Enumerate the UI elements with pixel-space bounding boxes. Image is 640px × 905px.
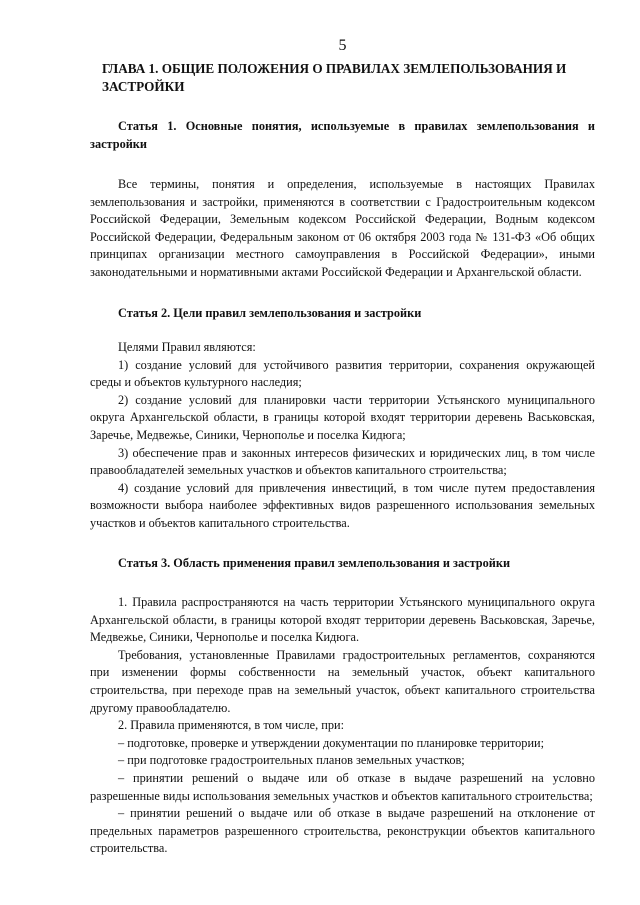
article-2-item: 4) создание условий для привлечения инвестиций, в том числе путем предоставления возможности выбора наиболее эффективных видов разрешенного использования земельных участков и объектов капитального строительства. [90,480,595,530]
article-3-list-item: – подготовке, проверке и утверждении документации по планировке территории; [118,735,545,750]
article-3-title: Статья 3. Область применения правил землепользования и застройки [118,555,511,570]
article-2-intro: Целями Правил являются: [118,340,256,355]
article-2-item: 2) создание условий для планировки части территории Устьянского муниципального округа Архангельской области, в границы которой входят территории деревень Васьковская, Заречье, Медвежье, Синики, Чернополье и поселка Кидюга; [90,392,595,443]
article-2-title: Статья 2. Цели правил землепользования и застройки [118,305,422,320]
chapter-title: ГЛАВА 1. ОБЩИЕ ПОЛОЖЕНИЯ О ПРАВИЛАХ ЗЕМЛЕПОЛЬЗОВАНИЯ И ЗАСТРОЙКИ [102,61,567,94]
article-3-paragraph-1: 1. Правила распространяются на часть территории Устьянского муниципального округа Архангельской области, в границы которой входят территории деревень Васьковская, Заречье, Медвежье, Синики, Чернополье и поселка Кидюга. [90,595,595,645]
article-3-list-item: – при подготовке градостроительных планов земельных участков; [118,753,465,768]
article-3-paragraph-2: Требования, установленные Правилами градостроительных регламентов, сохраняются при изменении формы собственности на земельный участок, объект капитального строительства, при переходе прав на земельный участок, объект капитального строительства другому правообладателю. [90,647,595,715]
article-1-title: Статья 1. Основные понятия, используемые в правилах землепользования и застройки [90,119,595,151]
article-2-item: 3) обеспечение прав и законных интересов физических и юридических лиц, в том числе правообладателей земельных участков и объектов капитального строительства; [90,445,595,478]
article-3-list-item: – принятии решений о выдаче или об отказе в выдаче разрешений на условно разрешенные виды использования земельных участков и объектов капитального строительства; [90,771,595,803]
article-2-item: 1) создание условий для устойчивого развития территории, сохранения окружающей среды и объектов культурного наследия; [90,357,595,390]
article-3-paragraph-3: 2. Правила применяются, в том числе, при: [118,718,344,733]
article-1-text: Все термины, понятия и определения, используемые в настоящих Правилах землепользования и застройки, применяются в соответствии с Градостроительным кодексом Российской Федерации, Земельным кодексом Российской Федерации, Водным кодексом Российской Федерации, Федеральным законом от 06 октября 2003 года № 131-ФЗ «Об общих принципах организации местного самоуправления в Российской Федерации», иными законодательными и нормативными актами Российской Федерации и Архангельской области. [90,177,595,279]
article-3-list-item: – принятии решений о выдаче или об отказе в выдаче разрешений на отклонение от предельных параметров разрешенного строительства, реконструкции объектов капитального строительства. [90,806,595,856]
document-page [90,36,595,858]
page-number: 5 [338,37,347,54]
